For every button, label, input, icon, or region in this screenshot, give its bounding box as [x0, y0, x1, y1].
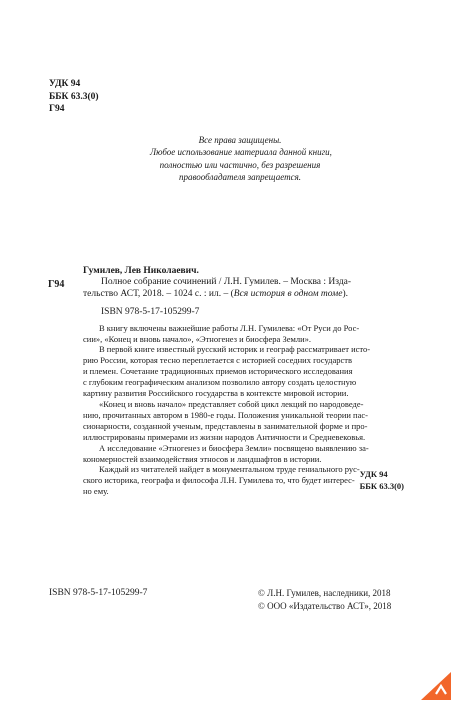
author-heading: Гумилев, Лев Николаевич. [83, 266, 199, 276]
annotation-paragraph: В книгу включены важнейшие работы Л.Н. Гумилева: «От Руси до Рос- сии», «Конец и вновь начало», «Этногенез и биосфера Земли». [83, 322, 360, 344]
rights-line: Все права защищены. [198, 135, 282, 145]
bbk-code: ББК 63.3(0) [359, 481, 404, 491]
rights-line: полностью или частично, без разрешения [159, 159, 321, 170]
bbk-code: ББК 63.3(0) [49, 91, 99, 102]
isbn: ISBN 978-5-17-105299-7 [101, 307, 200, 318]
isbn-bottom: ISBN 978-5-17-105299-7 [49, 588, 148, 598]
annotation-paragraph: Каждый из читателей найдет в монументальном труде гениального рус- ского историка, географа и философа Л.Н. Гумилева то, что будет интерес- но ему. [83, 464, 360, 497]
copyright-line: © ООО «Издательство АСТ», 2018 [258, 600, 392, 611]
publisher-logo-icon [421, 672, 451, 700]
annotation-paragraph: А исследование «Этногенез и биосфера Земли» посвящено выявлению за- кономерностей взаимодействия этносов и ландшафтов в истории. [83, 442, 369, 464]
catalog-record [83, 266, 416, 497]
rights-notice [150, 134, 330, 183]
annotation-paragraph: «Конец и вновь начало» представляет собой цикл лекций по народоведе- нию, прочитанных автором в 1980-е годы. Положения уникальной теории пас- сионарности, созданной ученым, представлены в занимательной форме и про- иллюстрированы примерами из жизни народов Античности и Средневековья. [83, 398, 368, 442]
rights-line: Любое использование материала данной книги, [150, 147, 332, 158]
author-sign: Г94 [49, 104, 65, 114]
classification-block [49, 78, 99, 116]
copyright-line: © Л.Н. Гумилев, наследники, 2018 [258, 588, 391, 598]
copyright-block [258, 587, 391, 612]
description-line: Полное собрание сочинений / Л.Н. Гумилев. – Москва : Изда- [101, 277, 352, 288]
bibliographic-description-cont: тельство АСТ, 2018. – 1024 с. : ил. – (Вся история в одном томе). [83, 288, 349, 299]
catalog-author-sign: Г94 [48, 279, 65, 290]
publisher-logo-icon [421, 672, 451, 700]
annotation-paragraph: В первой книге известный русский историк и географ рассматривает исто- рию России, которая тесно переплетается с историей соседних государств и племен. Сочетание традиционных приемов исторического исследования с глубоким географическим анализом позволило автору создать целостную картину развития Российского государства в контексте мировой истории. [83, 344, 371, 399]
udk-code: УДК 94 [359, 469, 388, 479]
bibliographic-description [83, 277, 416, 288]
classification-block-right [360, 468, 404, 492]
series-title: Вся история в одном томе [233, 288, 343, 299]
rights-line: правообладателя запрещается. [178, 171, 301, 182]
udk-code: УДК 94 [49, 79, 81, 89]
